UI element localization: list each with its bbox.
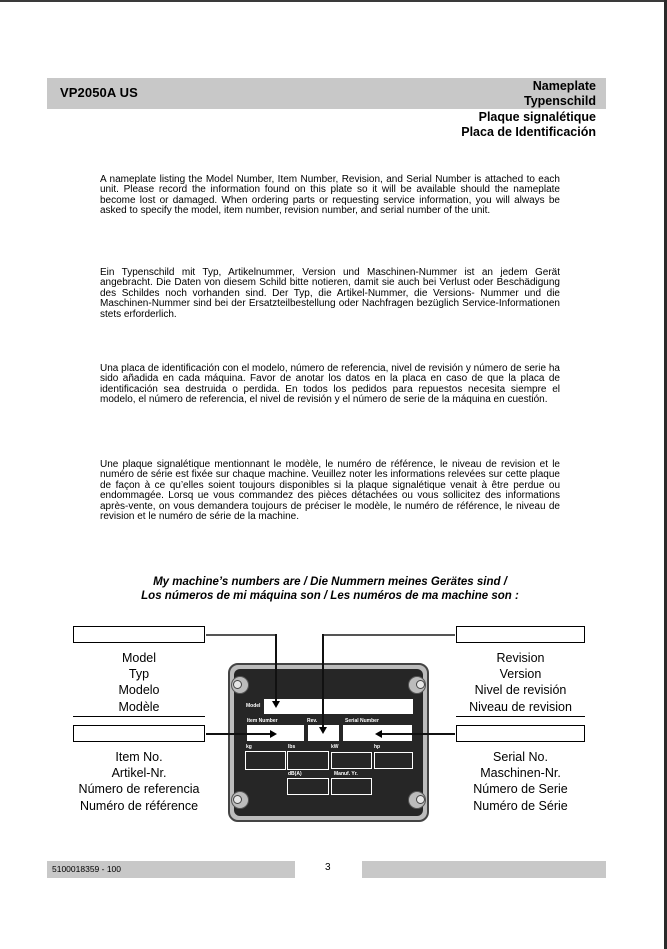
- footer-bar-right: [362, 861, 606, 878]
- paragraph-french: Une plaque signalétique mentionnant le modèle, le numéro de référence, le niveau de revision et le numéro de série est fixée sur chaque machine. Veuillez noter les informations relevées sur cette plaque de façon à ce qu’elles soient toujours disponibles si la plaque signalétique venait à être perdue ou endommagée. Lorsq ue vous commandez des pièces détachées ou vous sollicitez des informations après-vente, on vous demandera toujours de préciser le modèle, le numéro de référence, le niveau de revision et le numéro de série de la machine.: [100, 459, 560, 523]
- model-connector-vertical: [275, 634, 277, 702]
- paragraph-spanish: Una placa de identificación con el modelo, número de referencia, nivel de revisión y número de serie ha sido añadida en cada máquina. Favor de anotar los datos en la placa en caso de que la placa de identificación sea destruida o perdida. En todos los pedidos para repuestos necesita siempre el modelo, el número de referencia, el nivel de revisión y el número de serie de la máquina en cuestión.: [100, 363, 560, 406]
- section-title-es: Placa de Identificación: [461, 124, 596, 139]
- mount-hole-icon: [233, 795, 242, 804]
- diagram-caption: [60, 575, 600, 603]
- item-label-fr: Numéro de référence: [79, 798, 199, 813]
- model-divider: [73, 716, 205, 717]
- plate-label-item-number: Item Number: [247, 718, 278, 724]
- model-connector-horizontal: [206, 634, 276, 636]
- revision-entry-box[interactable]: [456, 626, 585, 643]
- item-label-de: Artikel-Nr.: [111, 766, 167, 781]
- arrow-left-icon: [375, 730, 382, 738]
- doc-title: VP2050A US: [60, 85, 138, 100]
- model-label-stack: [73, 650, 205, 715]
- plate-label-lbs: lbs: [288, 744, 296, 750]
- mount-hole-icon: [416, 795, 425, 804]
- serial-entry-box[interactable]: [456, 725, 585, 742]
- revision-label-en: Revision: [496, 651, 545, 665]
- serial-connector: [381, 733, 455, 735]
- model-label-en: Model: [121, 651, 157, 665]
- plate-label-serial-number: Serial Number: [345, 718, 379, 724]
- plate-box-lbs: [287, 751, 329, 770]
- serial-label-fr: Numéro de Série: [473, 798, 568, 813]
- plate-label-rev: Rev.: [307, 718, 318, 724]
- model-label-es: Modelo: [118, 683, 160, 698]
- serial-label-stack: [446, 749, 595, 814]
- model-label-de: Typ: [128, 667, 150, 682]
- mount-hole-icon: [416, 680, 425, 689]
- model-label-fr: Modèle: [118, 699, 160, 714]
- model-entry-box[interactable]: [73, 626, 205, 643]
- footer-document-number: 5100018359 - 100: [52, 864, 122, 874]
- section-titles: [461, 79, 596, 140]
- revision-label-stack: [446, 650, 595, 715]
- revision-label-fr: Niveau de revision: [469, 699, 572, 714]
- paragraph-english: A nameplate listing the Model Number, Item Number, Revision, and Serial Number is attached to each unit. Please record the information found on this plate so it will be available should the nameplate become lost or damaged. When ordering parts or requesting service information, you will always be asked to specify the model, item number, revision number, and serial number of the unit.: [100, 174, 560, 217]
- plate-label-dba: dB(A): [288, 771, 302, 777]
- section-title-en: Nameplate: [532, 79, 596, 93]
- item-label-en: Item No.: [115, 750, 163, 764]
- item-label-es: Número de referencia: [78, 782, 200, 797]
- arrow-right-icon: [270, 730, 277, 738]
- plate-box-hp: [374, 752, 413, 769]
- revision-divider: [456, 716, 585, 717]
- page-border-top: [0, 0, 667, 2]
- plate-field-model: [264, 699, 413, 714]
- arrow-down-icon: [272, 701, 280, 708]
- plate-box-dba: [287, 778, 329, 795]
- mount-hole-icon: [233, 680, 242, 689]
- serial-label-de: Maschinen-Nr.: [480, 766, 561, 781]
- revision-connector-horizontal: [323, 634, 455, 636]
- serial-label-es: Número de Serie: [473, 782, 568, 797]
- caption-line-2: Los números de mi máquina son / Les numéros de ma machine son :: [141, 590, 519, 602]
- section-title-de: Typenschild: [523, 94, 596, 109]
- revision-label-es: Nivel de revisión: [474, 683, 567, 698]
- serial-label-en: Serial No.: [493, 750, 548, 764]
- plate-label-model: Model: [246, 703, 261, 709]
- plate-label-kw: kW: [331, 744, 339, 750]
- caption-line-1: My machine’s numbers are / Die Nummern meines Gerätes sind /: [153, 576, 507, 588]
- paragraph-german: Ein Typenschild mit Typ, Artikelnummer, Version und Maschinen-Nummer ist an jedem Gerät angebracht. Die Daten von diesem Schild bitte notieren, damit sie auch bei Verlust oder Beschädigung des Schildes noch vorhanden sind. Der Typ, die Artikel-Nummer, die Versions- Nummer und die Maschinen-Nummer sind bei der Ersatzteilbestellung oder Nachfragen bezüglich Service-Informationen stets erforderlich.: [100, 267, 560, 320]
- arrow-down-icon: [319, 727, 327, 734]
- footer-page-number: 3: [325, 862, 331, 873]
- section-title-fr: Plaque signalétique: [478, 109, 596, 124]
- revision-label-de: Version: [499, 667, 542, 682]
- plate-label-hp: hp: [374, 744, 381, 750]
- item-connector: [206, 733, 271, 735]
- plate-box-manuf-yr: [331, 778, 372, 795]
- revision-connector-vertical: [322, 634, 324, 728]
- item-label-stack: [63, 749, 215, 814]
- plate-label-kg: kg: [246, 744, 252, 750]
- plate-box-kw: [331, 752, 372, 769]
- item-entry-box[interactable]: [73, 725, 205, 742]
- plate-label-manuf-yr: Manuf. Yr.: [334, 771, 358, 777]
- plate-box-kg: [245, 751, 286, 770]
